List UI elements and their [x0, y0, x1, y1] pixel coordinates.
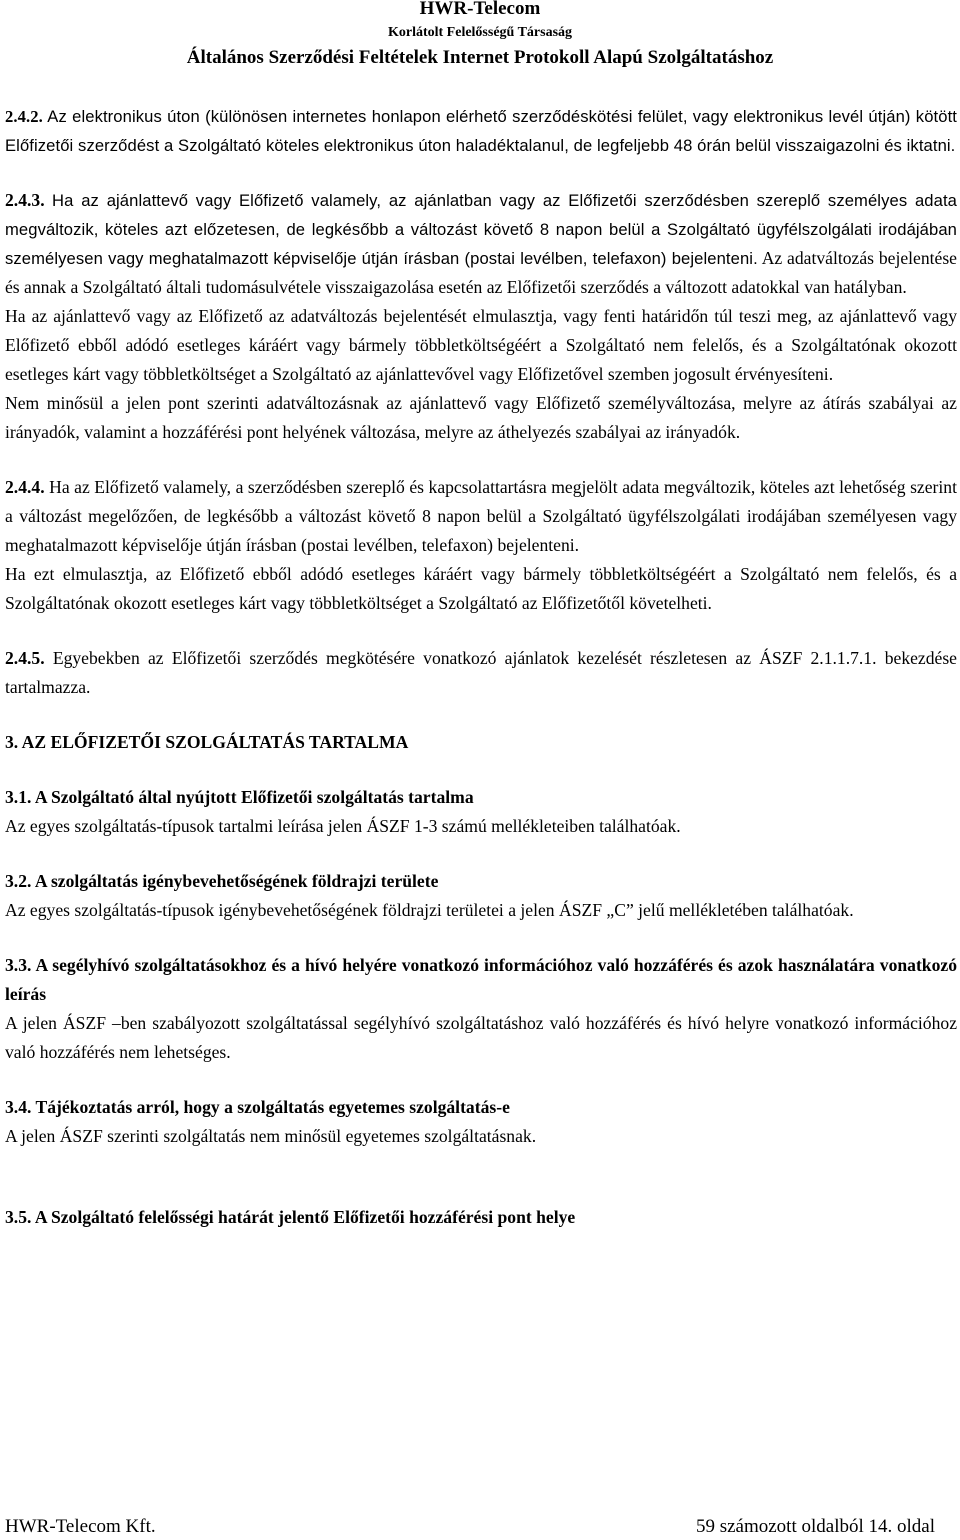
- paragraph: Ha az ajánlattevő vagy az Előfizető az adatváltozás bejelentését elmulasztja, vagy fenti határidőn túl teszi meg, az ajánlattevő vagy Előfizető ebből adódó esetleges káráért vagy bármely többletköltségéért a Szolgáltató nem felelős, és a Szolgáltatónak okozott esetleges kárt vagy többletköltséget a Szolgáltató az ajánlattevővel vagy Előfizetővel szemben jogosult érvényesíteni.: [5, 306, 957, 384]
- section-text: Egyebekben az Előfizetői szerződés megkötésére vonatkozó ajánlatok kezelését részletesen az ÁSZF 2.1.1.7.1. bekezdése tartalmazza.: [5, 648, 957, 697]
- section-2-4-2: [5, 102, 957, 160]
- header-company-form: Korlátolt Felelősségű Társaság: [387, 25, 573, 40]
- section-number: 2.4.4.: [5, 477, 45, 497]
- section-number: 2.4.2.: [5, 107, 43, 126]
- header-company: HWR-Telecom: [419, 0, 541, 19]
- section-number: 2.4.5.: [5, 648, 45, 668]
- section-text: Ha az ajánlattevő vagy Előfizető valamely, az ajánlatban vagy az Előfizetői szerződésben szereplő személyes adata megváltozik, köteles azt előzetesen, de legkésőbb a változást követő 8 napon belül a Szolgáltató ügyfélszolgálati irodájában személyesen vagy meghatalmazott képviselője útján írásban (postai levélben, telefaxon) bejelenteni.: [5, 191, 957, 268]
- paragraph: Ha ezt elmulasztja, az Előfizető ebből adódó esetleges káráért vagy bármely többletköltségéért a Szolgáltató nem felelős, és a Szolgáltatónak okozott esetleges kárt vagy többletköltséget a Szolgáltató az Előfizetőtől követelheti.: [5, 564, 957, 613]
- paragraph: A jelen ÁSZF –ben szabályozott szolgáltatással segélyhívó szolgáltatáshoz való hozzáférés és hívó helyre vonatkozó információhoz való hozzáférés nem lehetséges.: [5, 1013, 957, 1062]
- section-text: Ha az Előfizető valamely, a szerződésben szereplő és kapcsolattartásra megjelölt adata megváltozik, köteles azt lehetőség szerint a változást megelőzően, de legkésőbb a változást követő 8 napon belül a Szolgáltató ügyfélszolgálati irodájában személyesen vagy meghatalmazott képviselője útján írásban (postai levélben, telefaxon) bejelenteni.: [5, 477, 957, 555]
- paragraph: Az egyes szolgáltatás-típusok igénybevehetőségének földrajzi területei a jelen ÁSZF „C” jelű mellékletében találhatóak.: [5, 900, 854, 920]
- section-text: Az elektronikus úton (különösen internetes honlapon elérhető szerződéskötési felület, vagy elektronikus levél útján) kötött Előfizetői szerződést a Szolgáltató köteles elektronikus úton haladéktalanul, de legfeljebb 48 órán belül visszaigazolni és iktatni.: [5, 107, 957, 155]
- paragraph: Az egyes szolgáltatás-típusok tartalmi leírása jelen ÁSZF 1-3 számú mellékleteiben találhatóak.: [5, 816, 681, 836]
- document-body: [5, 102, 957, 1232]
- section-heading-3-2: 3.2. A szolgáltatás igénybevehetőségének földrajzi területe: [5, 871, 439, 891]
- section-number: 2.4.3.: [5, 190, 45, 210]
- section-heading-3-4: 3.4. Tájékoztatás arról, hogy a szolgáltatás egyetemes szolgáltatás-e: [5, 1097, 510, 1117]
- footer-company: HWR-Telecom Kft.: [5, 1516, 156, 1537]
- section-heading-3-1: 3.1. A Szolgáltató által nyújtott Előfizetői szolgáltatás tartalma: [5, 787, 474, 807]
- chapter-heading: 3. AZ ELŐFIZETŐI SZOLGÁLTATÁS TARTALMA: [5, 732, 409, 752]
- section-heading-3-5: 3.5. A Szolgáltató felelősségi határát jelentő Előfizetői hozzáférési pont helye: [5, 1207, 576, 1227]
- section-2-4-3: [5, 186, 957, 302]
- header-document-title: Általános Szerződési Feltételek Internet Protokoll Alapú Szolgáltatáshoz: [186, 47, 774, 68]
- footer-page-number: 59 számozott oldalból 14. oldal: [695, 1516, 935, 1537]
- section-2-4-4: [5, 473, 957, 560]
- paragraph: Nem minősül a jelen pont szerinti adatváltozásnak az ajánlattevő vagy Előfizető személyváltozása, melyre az átírás szabályai az irányadók, valamint a hozzáférési pont helyének változása, melyre az áthelyezés szabályai az irányadók.: [5, 393, 957, 442]
- section-heading-3-3: 3.3. A segélyhívó szolgáltatásokhoz és a hívó helyére vonatkozó információhoz való hozzáférés és azok használatára vonatkozó leírás: [5, 955, 957, 1004]
- section-2-4-5: [5, 644, 957, 702]
- section-text-continued: Az adatváltozás bejelentése és annak a Szolgáltató általi tudomásulvétele visszaigazolása esetén az Előfizetői szerződés a változott adatokkal van hatályban.: [5, 248, 957, 297]
- paragraph: A jelen ÁSZF szerinti szolgáltatás nem minősül egyetemes szolgáltatásnak.: [5, 1126, 537, 1146]
